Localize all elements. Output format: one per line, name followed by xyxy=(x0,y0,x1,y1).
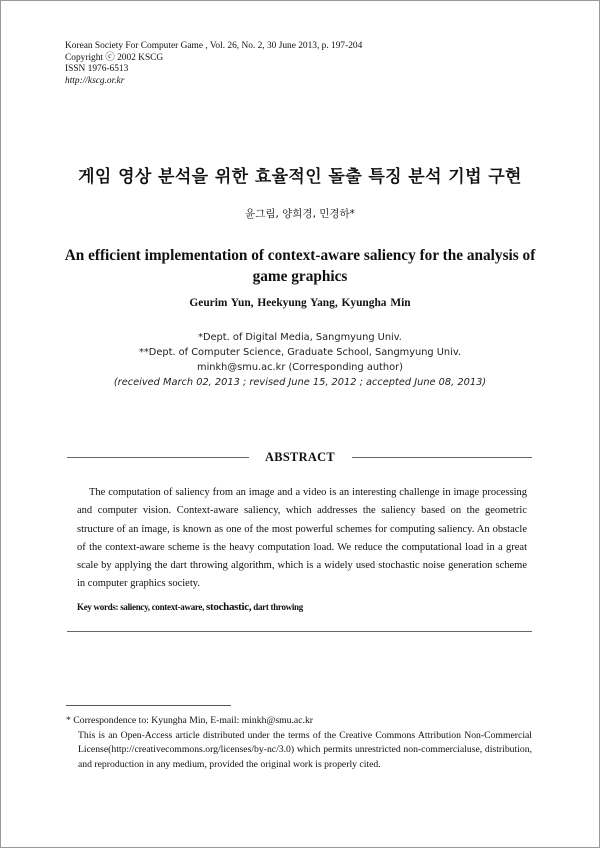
journal-citation: Korean Society For Computer Game , Vol. 26, No. 2, 30 June 2013, p. 197-204 xyxy=(65,41,363,51)
abstract-body xyxy=(77,484,527,594)
footnote-license: This is an Open-Access article distributed under the terms of the Creative Commons Attribution Non-Commercial License(http://creativecommons.org/licenses/by-nc/3.0) which permits unrestricted non-commercialuse, distribution, and reproduction in any medium, provided the original work is properly cited. xyxy=(78,729,532,770)
authors-english: Geurim Yun, Heekyung Yang, Kyungha Min xyxy=(189,297,411,309)
abstract-heading: ABSTRACT xyxy=(265,450,335,464)
journal-url[interactable]: http://kscg.or.kr xyxy=(65,75,125,86)
title-english: An efficient implementation of context-aware saliency for the analysis of game graphics xyxy=(64,247,536,285)
abstract-text: The computation of saliency from an image and a video is an interesting challenge in image processing and computer vision. Context-aware saliency, which addresses the saliency based on the geometric structure of an image, is known as one of the most powerful schemes for computing saliency. An obstacle of the context-aware scheme is the heavy computation load. We reduce the computational load in a great scale by applying the dart throwing algorithm, which is a widely used stochastic noise generation scheme in computer graphics society. xyxy=(77,487,527,590)
title-korean: 게임 영상 분석을 위한 효율적인 돌출 특징 분석 기법 구현 xyxy=(78,167,522,187)
issn-line: ISSN 1976-6513 xyxy=(65,64,129,75)
copyright-line: Copyright ⓒ 2002 KSCG xyxy=(65,52,164,63)
keywords xyxy=(77,601,303,613)
received-dates: (received March 02, 2013 ; revised June 15, 2012 ; accepted June 08, 2013) xyxy=(113,377,487,388)
keywords-part2: stochastic, xyxy=(206,601,252,613)
abstract-bottom-rule xyxy=(67,631,532,632)
affiliation-2: **Dept. of Computer Science, Graduate School, Sangmyung Univ. xyxy=(138,347,462,358)
footnote xyxy=(66,714,532,772)
abstract-rule-right xyxy=(352,457,532,458)
affiliation-1: *Dept. of Digital Media, Sangmyung Univ. xyxy=(198,332,402,343)
footnote-rule xyxy=(66,705,231,706)
footnote-correspondence: * Correspondence to: Kyungha Min, E-mail: minkh@smu.ac.kr xyxy=(66,715,314,726)
affiliations xyxy=(0,330,600,390)
keywords-label: Key words: xyxy=(77,602,119,612)
journal-header xyxy=(65,41,362,87)
keywords-part1: saliency, context-aware, xyxy=(120,602,205,612)
keywords-part3: dart throwing xyxy=(253,602,303,612)
corresponding-email: minkh@smu.ac.kr (Corresponding author) xyxy=(197,362,403,373)
authors-korean: 윤그림, 양희경, 민경하* xyxy=(245,208,355,220)
